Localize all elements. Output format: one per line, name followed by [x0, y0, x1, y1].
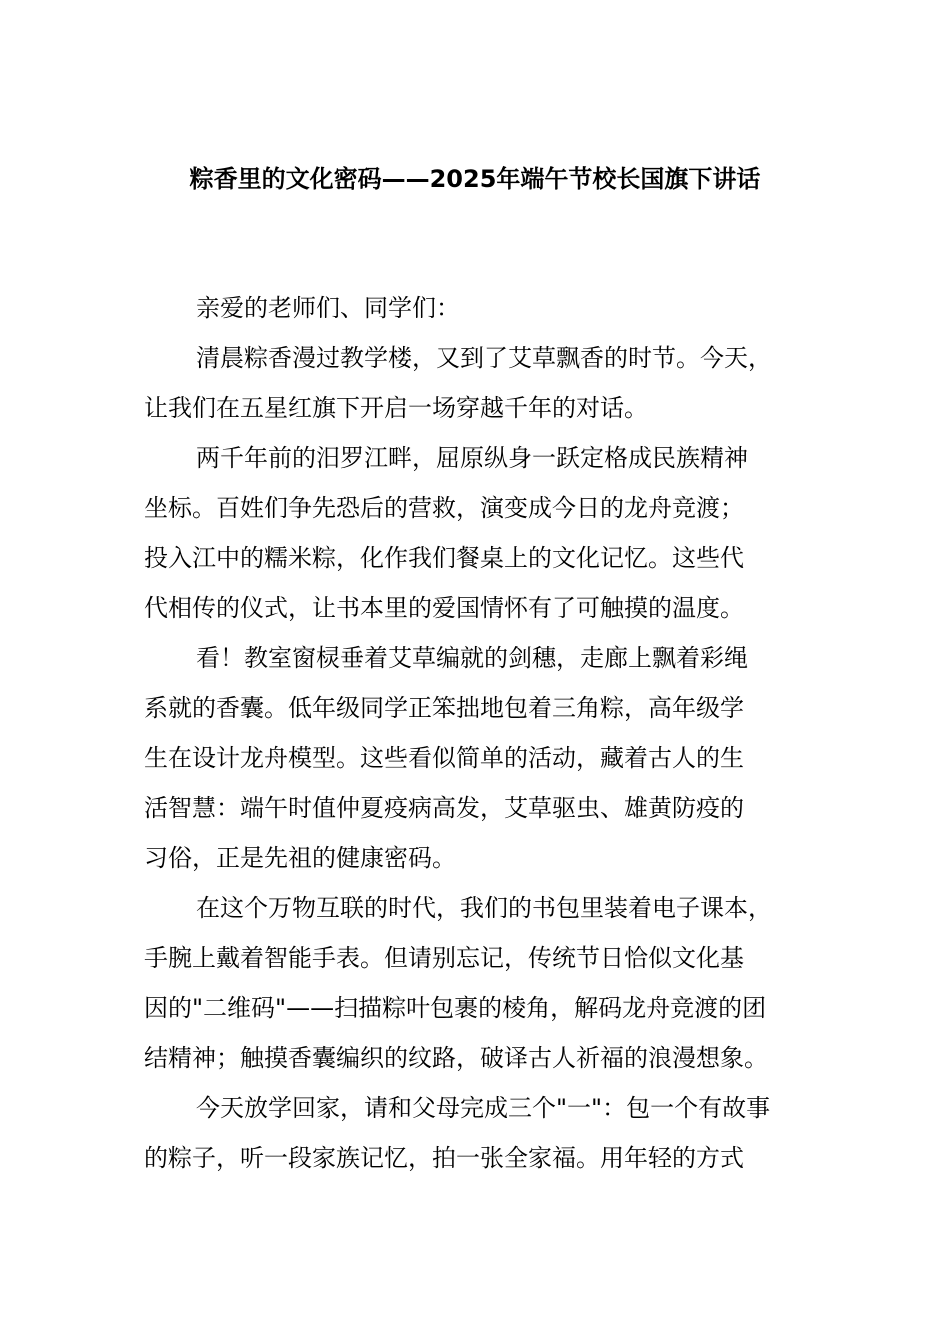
text-line: 让我们在五星红旗下开启一场穿越千年的对话。 — [144, 394, 648, 422]
text-line: 的粽子，听一段家族记忆，拍一张全家福。用年轻的方式 — [144, 1144, 744, 1172]
text-line: 投入江中的糯米粽，化作我们餐桌上的文化记忆。这些代 — [144, 544, 744, 572]
text-line: 活智慧：端午时值仲夏疫病高发，艾草驱虫、雄黄防疫的 — [144, 794, 744, 822]
text-line: 亲爱的老师们、同学们： — [196, 294, 460, 322]
text-line: 生在设计龙舟模型。这些看似简单的活动，藏着古人的生 — [144, 744, 744, 772]
text-line: 代相传的仪式，让书本里的爱国情怀有了可触摸的温度。 — [144, 594, 744, 622]
text-line: 两千年前的汨罗江畔，屈原纵身一跃定格成民族精神 — [196, 444, 748, 472]
text-line: 系就的香囊。低年级同学正笨拙地包着三角粽，高年级学 — [144, 694, 744, 722]
text-line: 结精神；触摸香囊编织的纹路，破译古人祈福的浪漫想象。 — [144, 1044, 768, 1072]
text-line: 习俗，正是先祖的健康密码。 — [144, 844, 456, 872]
text-line: 今天放学回家，请和父母完成三个"一"：包一个有故事 — [196, 1094, 771, 1122]
text-line: 因的"二维码"——扫描粽叶包裹的棱角，解码龙舟竞渡的团 — [144, 994, 767, 1022]
document-title: 粽香里的文化密码——2025年端午节校长国旗下讲话 — [189, 165, 761, 193]
text-line: 手腕上戴着智能手表。但请别忘记，传统节日恰似文化基 — [144, 944, 744, 972]
document-body — [144, 283, 834, 1183]
text-line: 清晨粽香漫过教学楼，又到了艾草飘香的时节。今天， — [196, 344, 772, 372]
text-line: 坐标。百姓们争先恐后的营救，演变成今日的龙舟竞渡； — [144, 494, 744, 522]
text-line: 在这个万物互联的时代，我们的书包里装着电子课本， — [196, 894, 772, 922]
text-line: 看！教室窗棂垂着艾草编就的剑穗，走廊上飘着彩绳 — [196, 644, 748, 672]
